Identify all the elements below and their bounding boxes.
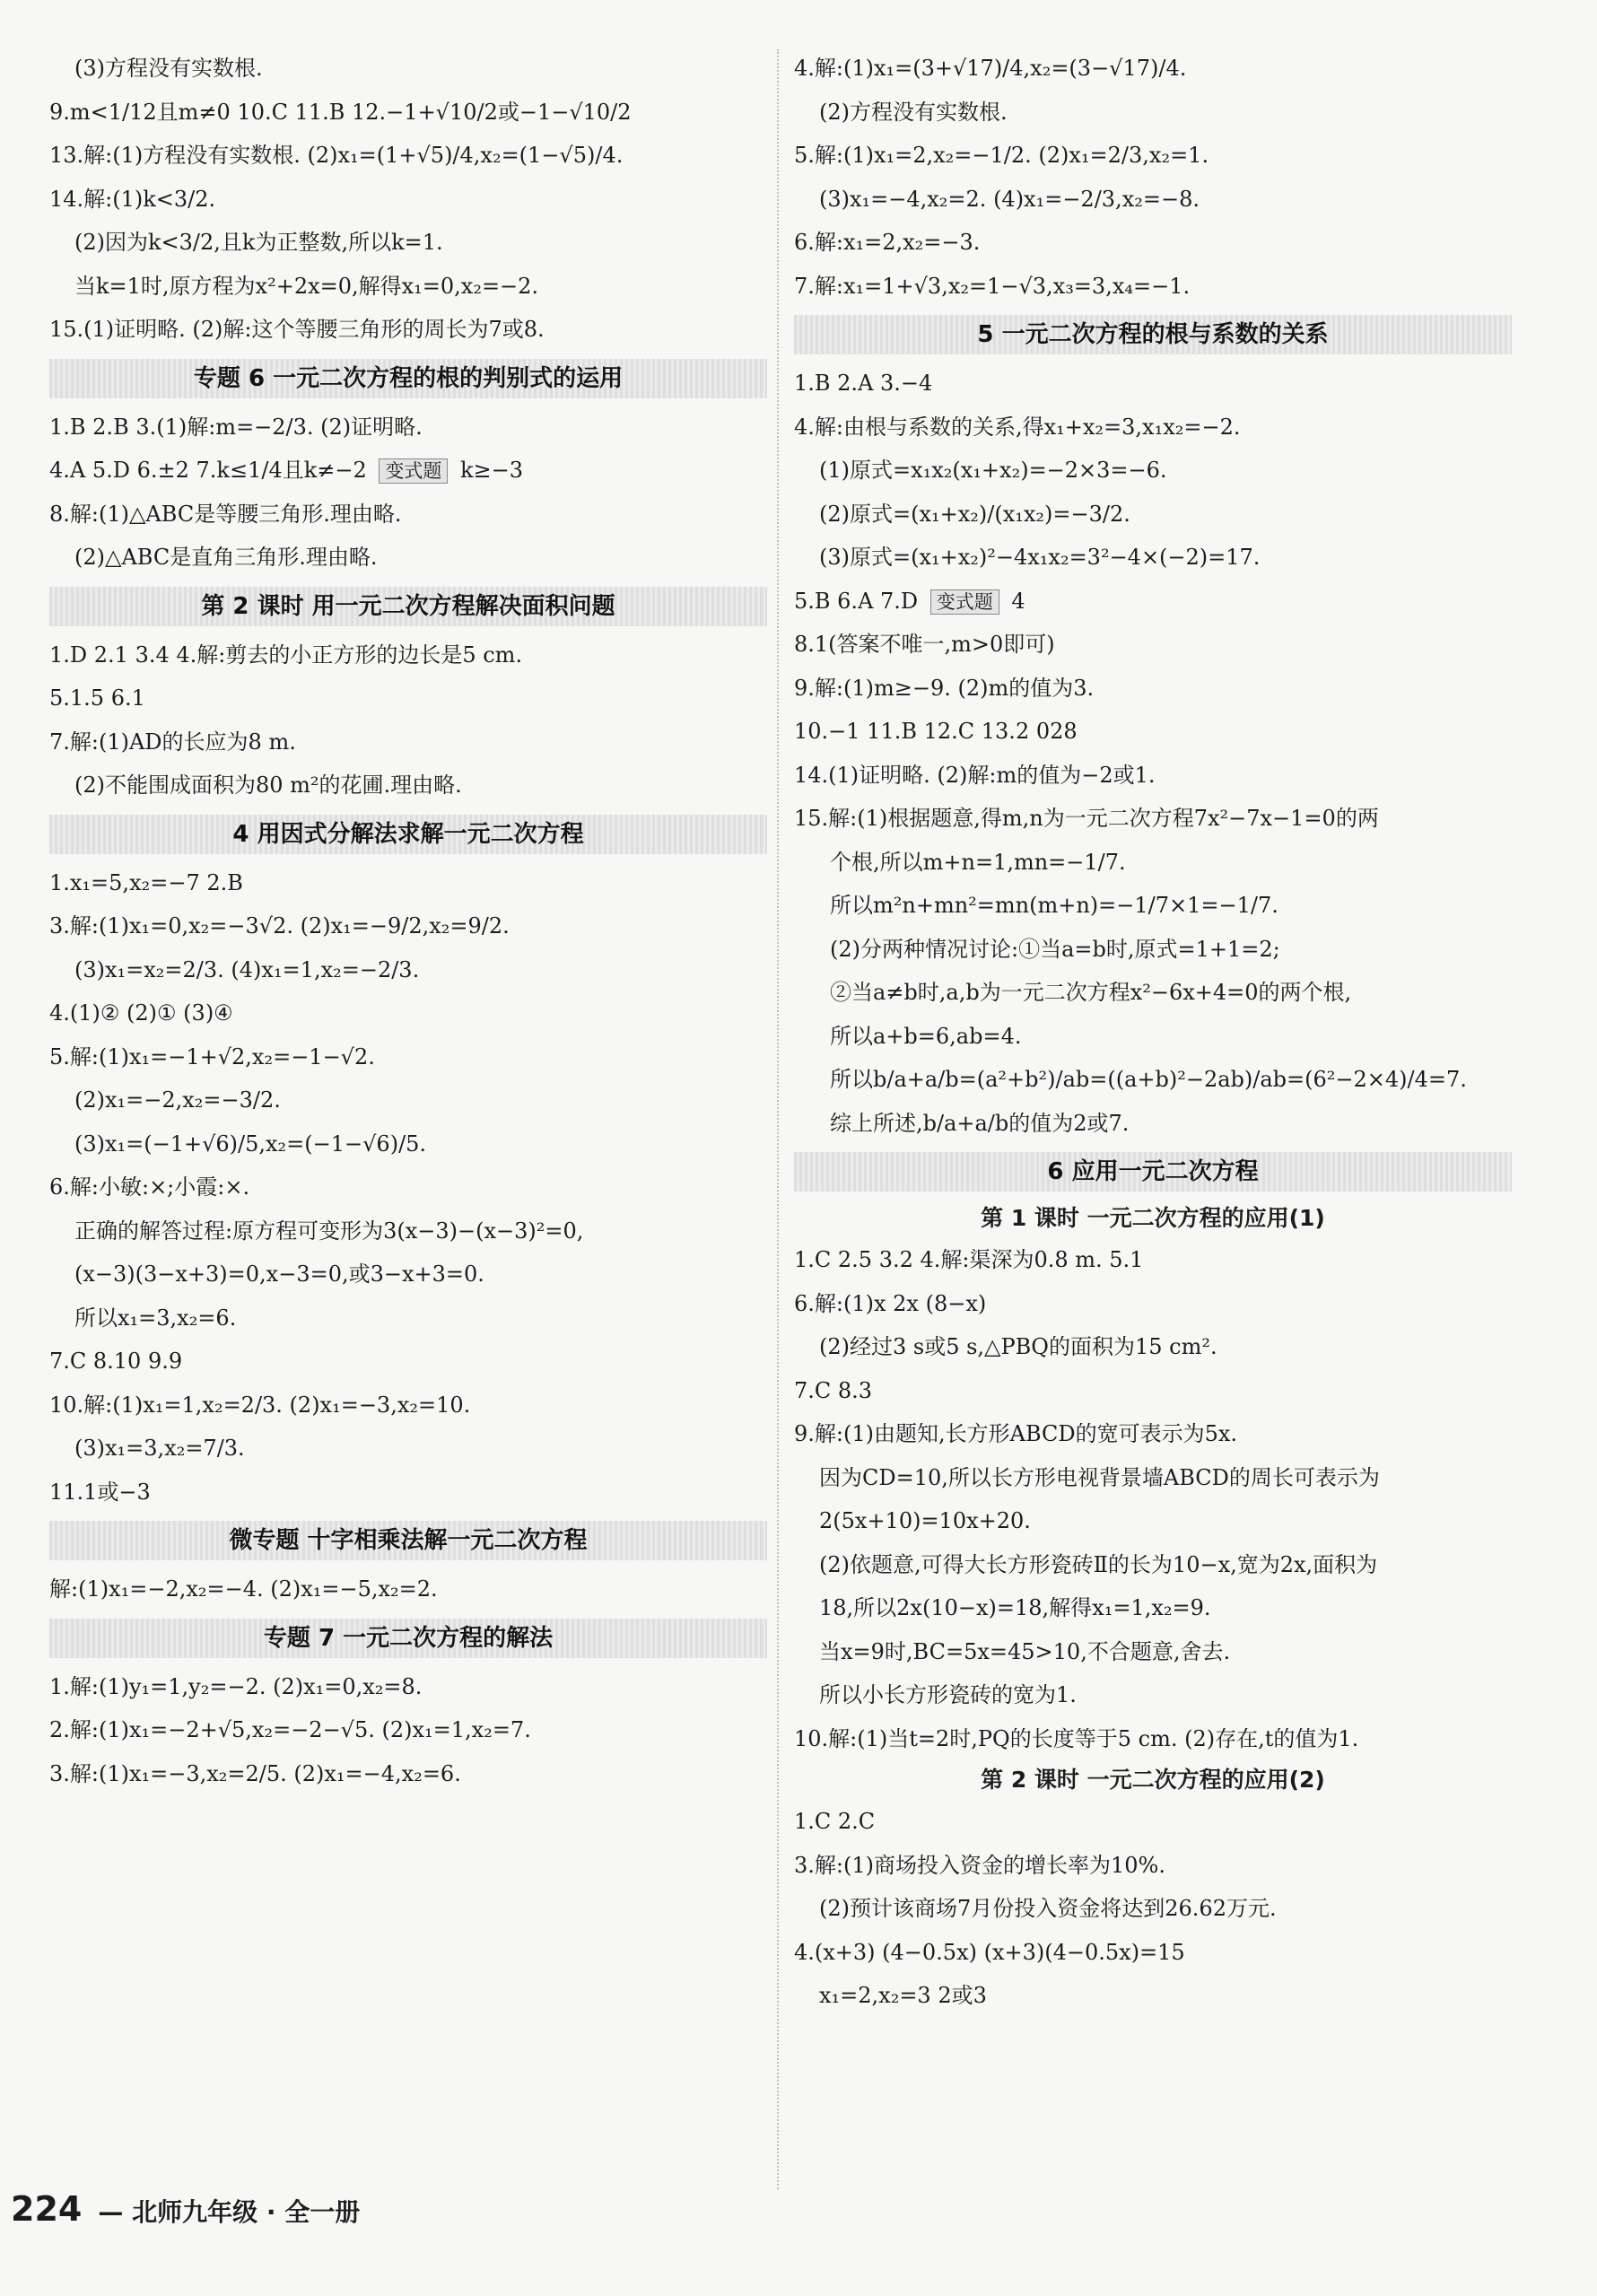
answer-line [49, 449, 767, 493]
answer-line [794, 91, 1512, 135]
line-text: 正确的解答过程:原方程可变形为3(x−3)−(x−3)²=0, [74, 1218, 584, 1244]
lesson-subheader [794, 1760, 1512, 1800]
answer-line [49, 134, 767, 178]
line-text: ②当a≠b时,a,b为一元二次方程x²−6x+4=0的两个根, [830, 980, 1352, 1005]
line-text: (2)△ABC是直角三角形.理由略. [74, 545, 378, 570]
page-footer [11, 2189, 360, 2229]
answer-line [794, 841, 1512, 885]
line-text: (2)方程没有实数根. [819, 99, 1008, 125]
answer-line [794, 1238, 1512, 1282]
line-text: (2)x₁=−2,x₂=−3/2. [74, 1087, 281, 1113]
line-text: 18,所以2x(10−x)=18,解得x₁=1,x₂=9. [819, 1595, 1211, 1620]
answer-line [794, 1844, 1512, 1888]
line-text: 3.解:(1)商场投入资金的增长率为10%. [794, 1852, 1165, 1878]
line-text: 14.(1)证明略. (2)解:m的值为−2或1. [794, 762, 1156, 788]
line-text: 专题 7 一元二次方程的解法 [263, 1624, 554, 1652]
answer-line [49, 633, 767, 677]
answer-line [794, 754, 1512, 798]
line-text: 个根,所以m+n=1,mn=−1/7. [830, 849, 1126, 875]
answer-line [49, 1384, 767, 1427]
answer-line [49, 904, 767, 948]
book-title: — 北师九年级 · 全一册 [98, 2197, 361, 2227]
section-header [49, 1521, 767, 1560]
line-text: 11.1或−3 [49, 1479, 151, 1505]
answer-line [49, 406, 767, 450]
line-text: 15.解:(1)根据题意,得m,n为一元二次方程7x²−7x−1=0的两 [794, 806, 1379, 831]
line-text: (2)预计该商场7月份投入资金将达到26.62万元. [819, 1896, 1277, 1921]
answer-line [49, 1752, 767, 1796]
line-text: 微专题 十字相乘法解一元二次方程 [229, 1527, 588, 1554]
answer-line [794, 362, 1512, 406]
answer-line [794, 1058, 1512, 1102]
line-text: (x−3)(3−x+3)=0,x−3=0,或3−x+3=0. [74, 1261, 484, 1287]
answer-line [794, 536, 1512, 580]
line-text: 9.解:(1)由题知,长方形ABCD的宽可表示为5x. [794, 1421, 1238, 1446]
line-text: 1.x₁=5,x₂=−7 2.B [49, 869, 243, 895]
line-text: 5.B 6.A 7.D [794, 588, 925, 614]
answer-line [49, 861, 767, 905]
line-text: 15.(1)证明略. (2)解:这个等腰三角形的周长为7或8. [49, 317, 545, 342]
answer-line [794, 449, 1512, 493]
variant-tag: 变式题 [379, 458, 448, 484]
section-header [49, 359, 767, 398]
line-text: 6.解:小敏:×;小霞:×. [49, 1174, 250, 1200]
line-text: (3)方程没有实数根. [74, 56, 263, 81]
answer-line [794, 1887, 1512, 1931]
line-text: 4.解:由根与系数的关系,得x₁+x₂=3,x₁x₂=−2. [794, 414, 1241, 440]
line-text: 1.B 2.A 3.−4 [794, 371, 933, 396]
line-text: 所以a+b=6,ab=4. [830, 1023, 1022, 1049]
answer-line [49, 720, 767, 764]
line-text: 第 1 课时 一元二次方程的应用(1) [981, 1205, 1325, 1231]
line-text: (3)x₁=(−1+√6)/5,x₂=(−1−√6)/5. [74, 1131, 427, 1157]
answer-line [794, 710, 1512, 754]
line-text: 13.解:(1)方程没有实数根. (2)x₁=(1+√5)/4,x₂=(1−√5)/4. [49, 143, 624, 168]
line-text: (1)原式=x₁x₂(x₁+x₂)=−2×3=−6. [819, 458, 1167, 483]
answer-line [794, 623, 1512, 667]
line-text: 所以m²n+mn²=mn(m+n)=−1/7×1=−1/7. [830, 893, 1278, 918]
answer-line [794, 667, 1512, 711]
answer-line [49, 1035, 767, 1079]
line-text: (2)原式=(x₁+x₂)/(x₁x₂)=−3/2. [819, 501, 1130, 527]
line-text: (2)因为k<3/2,且k为正整数,所以k=1. [74, 230, 443, 255]
answer-line [49, 1296, 767, 1340]
line-text: 因为CD=10,所以长方形电视背景墙ABCD的周长可表示为 [819, 1464, 1380, 1490]
section-header [49, 1619, 767, 1658]
line-text: 7.C 8.3 [794, 1377, 873, 1403]
answer-line [794, 1630, 1512, 1674]
answer-line [49, 536, 767, 580]
answer-line [794, 47, 1512, 91]
answer-line [794, 1369, 1512, 1413]
line-text: 2.解:(1)x₁=−2+√5,x₂=−2−√5. (2)x₁=1,x₂=7. [49, 1717, 531, 1742]
right-column [794, 47, 1512, 2018]
answer-line [49, 1427, 767, 1471]
answer-line [794, 1456, 1512, 1500]
answer-line [794, 928, 1512, 972]
line-text: 解:(1)x₁=−2,x₂=−4. (2)x₁=−5,x₂=2. [49, 1576, 438, 1602]
line-text: 6 应用一元二次方程 [1047, 1158, 1259, 1185]
line-text: 当k=1时,原方程为x²+2x=0,解得x₁=0,x₂=−2. [74, 273, 539, 299]
line-text: 4.A 5.D 6.±2 7.k≤1/4且k≠−2 [49, 458, 374, 483]
answer-line [794, 1974, 1512, 2018]
page-number: 224 [11, 2189, 83, 2229]
line-text: (2)经过3 s或5 s,△PBQ的面积为15 cm². [819, 1334, 1217, 1359]
answer-line [49, 1165, 767, 1209]
answer-line [794, 1673, 1512, 1717]
line-text-after: k≥−3 [453, 458, 524, 483]
line-text: 5.1.5 6.1 [49, 685, 145, 711]
line-text: x₁=2,x₂=3 2或3 [819, 1983, 987, 2008]
line-text: 4.(1)② (2)① (3)④ [49, 1000, 233, 1026]
line-text: 第 2 课时 用一元二次方程解决面积问题 [201, 592, 615, 620]
line-text: 5.解:(1)x₁=−1+√2,x₂=−1−√2. [49, 1043, 375, 1069]
answer-line [794, 178, 1512, 222]
line-text: 7.解:(1)AD的长应为8 m. [49, 729, 296, 755]
answer-line [794, 265, 1512, 309]
answer-line [49, 493, 767, 537]
line-text: 4 用因式分解法求解一元二次方程 [232, 820, 584, 848]
line-text: 综上所述,b/a+a/b的值为2或7. [830, 1110, 1130, 1136]
section-header [49, 587, 767, 626]
line-text: 所以x₁=3,x₂=6. [74, 1305, 237, 1331]
line-text: 7.解:x₁=1+√3,x₂=1−√3,x₃=3,x₄=−1. [794, 273, 1191, 299]
answer-line [794, 406, 1512, 450]
answer-line [49, 1078, 767, 1122]
line-text: 4.解:(1)x₁=(3+√17)/4,x₂=(3−√17)/4. [794, 56, 1187, 81]
line-text: (3)x₁=3,x₂=7/3. [74, 1436, 245, 1461]
line-text: 2(5x+10)=10x+20. [819, 1508, 1031, 1533]
line-text: 14.解:(1)k<3/2. [49, 186, 216, 212]
answer-line [794, 971, 1512, 1015]
column-divider [777, 49, 779, 2189]
answer-line [794, 493, 1512, 537]
line-text: 9.解:(1)m≥−9. (2)m的值为3. [794, 675, 1095, 701]
answer-line [49, 764, 767, 808]
line-text: 10.−1 11.B 12.C 13.2 028 [794, 719, 1078, 744]
section-header [794, 1152, 1512, 1192]
answer-line [49, 1471, 767, 1515]
answer-line [49, 1567, 767, 1611]
line-text: 6.解:x₁=2,x₂=−3. [794, 230, 981, 255]
answer-line [794, 580, 1512, 624]
answer-line [49, 948, 767, 992]
line-text: 所以b/a+a/b=(a²+b²)/ab=((a+b)²−2ab)/ab=(6²−2×4)/4=7. [830, 1067, 1467, 1092]
line-text: 1.C 2.C [794, 1809, 876, 1834]
answer-line [49, 47, 767, 91]
answer-line [794, 797, 1512, 841]
line-text: 5 一元二次方程的根与系数的关系 [977, 321, 1329, 348]
answer-line [49, 1340, 767, 1384]
answer-line [49, 221, 767, 265]
answer-line [794, 1717, 1512, 1761]
answer-line [49, 677, 767, 720]
line-text: 所以小长方形瓷砖的宽为1. [819, 1682, 1077, 1707]
line-text: 专题 6 一元二次方程的根的判别式的运用 [193, 364, 624, 392]
line-text: (3)原式=(x₁+x₂)²−4x₁x₂=3²−4×(−2)=17. [819, 545, 1261, 570]
answer-line [49, 991, 767, 1035]
answer-line [49, 178, 767, 222]
line-text: 3.解:(1)x₁=0,x₂=−3√2. (2)x₁=−9/2,x₂=9/2. [49, 913, 510, 938]
answer-line [49, 308, 767, 352]
line-text: (2)分两种情况讨论:①当a=b时,原式=1+1=2; [830, 936, 1280, 962]
line-text: 9.m<1/12且m≠0 10.C 11.B 12.−1+√10/2或−1−√10/2 [49, 99, 632, 125]
answer-line [794, 1015, 1512, 1059]
line-text: 1.B 2.B 3.(1)解:m=−2/3. (2)证明略. [49, 414, 423, 440]
line-text: 7.C 8.10 9.9 [49, 1349, 183, 1374]
lesson-subheader [794, 1199, 1512, 1238]
line-text: 6.解:(1)x 2x (8−x) [794, 1290, 987, 1316]
line-text: (2)依题意,可得大长方形瓷砖Ⅱ的长为10−x,宽为2x,面积为 [819, 1551, 1378, 1577]
left-column [49, 47, 767, 1795]
answer-line [49, 1665, 767, 1709]
line-text: 5.解:(1)x₁=2,x₂=−1/2. (2)x₁=2/3,x₂=1. [794, 143, 1209, 168]
line-text-after: 4 [1004, 588, 1025, 614]
section-header [794, 315, 1512, 354]
answer-line [794, 1800, 1512, 1844]
line-text: 当x=9时,BC=5x=45>10,不合题意,舍去. [819, 1638, 1231, 1664]
answer-line [794, 1931, 1512, 1975]
line-text: 8.解:(1)△ABC是等腰三角形.理由略. [49, 501, 402, 527]
answer-line [794, 1282, 1512, 1326]
line-text: (2)不能围成面积为80 m²的花圃.理由略. [74, 773, 462, 798]
answer-line [49, 1253, 767, 1296]
answer-line [794, 1102, 1512, 1146]
answer-line [49, 91, 767, 135]
answer-line [794, 1412, 1512, 1456]
section-header [49, 815, 767, 854]
variant-tag: 变式题 [930, 589, 999, 615]
line-text: (3)x₁=−4,x₂=2. (4)x₁=−2/3,x₂=−8. [819, 186, 1200, 212]
answer-line [794, 1499, 1512, 1543]
line-text: 10.解:(1)当t=2时,PQ的长度等于5 cm. (2)存在,t的值为1. [794, 1725, 1359, 1751]
answer-line [49, 1122, 767, 1166]
answer-line [794, 134, 1512, 178]
answer-line [794, 221, 1512, 265]
line-text: 第 2 课时 一元二次方程的应用(2) [981, 1767, 1325, 1793]
line-text: 4.(x+3) (4−0.5x) (x+3)(4−0.5x)=15 [794, 1939, 1185, 1965]
line-text: 10.解:(1)x₁=1,x₂=2/3. (2)x₁=−3,x₂=10. [49, 1392, 471, 1418]
line-text: 8.1(答案不唯一,m>0即可) [794, 632, 1055, 657]
answer-line [49, 1209, 767, 1253]
answer-line [794, 1325, 1512, 1369]
line-text: 1.C 2.5 3.2 4.解:渠深为0.8 m. 5.1 [794, 1247, 1144, 1272]
answer-line [49, 1708, 767, 1752]
line-text: 1.D 2.1 3.4 4.解:剪去的小正方形的边长是5 cm. [49, 642, 523, 668]
line-text: 1.解:(1)y₁=1,y₂=−2. (2)x₁=0,x₂=8. [49, 1673, 423, 1699]
answer-line [794, 1543, 1512, 1587]
answer-line [794, 1586, 1512, 1630]
line-text: 3.解:(1)x₁=−3,x₂=2/5. (2)x₁=−4,x₂=6. [49, 1760, 461, 1786]
answer-line [49, 265, 767, 309]
line-text: (3)x₁=x₂=2/3. (4)x₁=1,x₂=−2/3. [74, 956, 420, 982]
answer-line [794, 884, 1512, 928]
